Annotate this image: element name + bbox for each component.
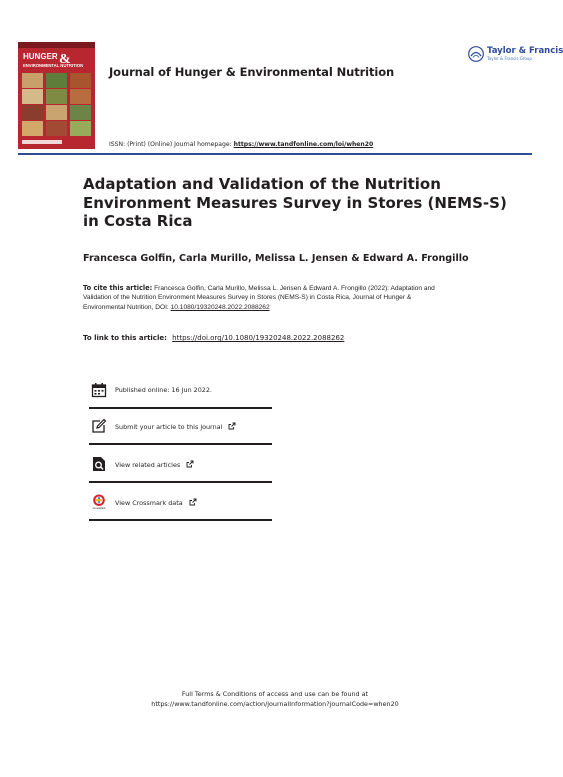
journal-cover-image: [18, 42, 95, 149]
calendar-icon: [91, 382, 107, 398]
cover-wordmark-line2: ENVIRONMENTAL NUTRITION: [23, 63, 84, 68]
external-link-icon: [228, 422, 236, 430]
cover-photo-tile: [22, 89, 43, 104]
article-link-line: [83, 334, 344, 342]
journal-title[interactable]: Journal of Hunger & Environmental Nutrition: [109, 65, 395, 79]
related-articles-row[interactable]: [89, 447, 272, 483]
publisher-tagline: Taylor & Francis Group: [487, 56, 532, 61]
cite-label: To cite this article:: [83, 284, 153, 292]
publisher-name: Taylor & Francis: [487, 46, 563, 56]
cover-ampersand: &: [59, 52, 71, 67]
cover-wordmark-line1: HUNGER: [23, 52, 58, 61]
issn-text: ISSN: (Print) (Online) Journal homepage:: [109, 141, 232, 148]
row-divider: [89, 443, 272, 445]
crossmark-caption: CrossMark: [92, 506, 106, 510]
terms-footer: [0, 690, 550, 709]
cover-photo-tile: [22, 73, 43, 88]
external-link-icon: [189, 498, 197, 506]
footer-terms-link[interactable]: https://www.tandfonline.com/action/journalInformation?journalCode=when20: [151, 699, 399, 708]
cover-photo-tile: [22, 121, 43, 136]
related-articles-text: View related articles: [115, 461, 181, 469]
cover-photo-tile: [70, 105, 91, 120]
publisher-logo[interactable]: [468, 46, 563, 62]
crossmark-icon: [91, 494, 107, 510]
article-doi-url[interactable]: https://doi.org/10.1080/19320248.2022.2088262: [172, 334, 345, 342]
published-online-label: Published online: 16 Jun 2022.: [115, 386, 212, 394]
cover-top-strip: [18, 42, 95, 48]
header-divider: [18, 153, 532, 155]
external-link-icon: [186, 460, 194, 468]
crossmark-text: View Crossmark data: [115, 499, 183, 507]
submit-article-row[interactable]: [89, 409, 272, 445]
cover-photo-tile: [46, 73, 67, 88]
submit-article-label: [115, 422, 236, 431]
article-title: Adaptation and Validation of the Nutrition Environment Measures Survey in Stores (NEMS-S) in Costa Rica: [83, 175, 507, 230]
cover-footer-strip: [22, 140, 62, 144]
footer-line-1: Full Terms & Conditions of access and use can be found at: [181, 690, 369, 698]
related-articles-icon: [91, 456, 107, 472]
cover-photo-tile: [46, 105, 67, 120]
citation-block: [83, 284, 453, 312]
link-label: To link to this article:: [83, 334, 167, 342]
cover-photo-collage: [22, 73, 91, 137]
related-articles-label: [115, 460, 194, 469]
publisher-logo-icon: [468, 46, 484, 62]
cover-photo-tile: [70, 121, 91, 136]
crossmark-label: [115, 498, 197, 507]
row-divider: [89, 519, 272, 521]
cover-photo-tile: [70, 89, 91, 104]
cover-photo-tile: [46, 121, 67, 136]
submit-article-text: Submit your article to this journal: [115, 423, 223, 431]
cite-text: Francesca Golfin, Carla Murillo, Melissa L. Jensen & Edward A. Frongillo (2022): Adaptation and Validation of the Nutrition Environment Measures Survey in Stores (NEMS-S) in Costa Rica, Journal of Hunger & Environmental Nutrition, DOI:: [83, 285, 435, 311]
row-divider: [89, 481, 272, 483]
cover-photo-tile: [70, 73, 91, 88]
doi-link[interactable]: 10.1080/19320248.2022.2088262: [170, 303, 270, 311]
issn-line: [109, 141, 373, 148]
journal-homepage-link[interactable]: https://www.tandfonline.com/loi/when20: [233, 141, 374, 148]
article-authors: Francesca Golfin, Carla Murillo, Melissa L. Jensen & Edward A. Frongillo: [83, 253, 469, 264]
published-online-row: [89, 373, 272, 409]
edit-icon: [91, 418, 107, 434]
cover-photo-tile: [22, 105, 43, 120]
crossmark-row[interactable]: [89, 485, 272, 521]
cover-wordmark: [23, 51, 90, 69]
cover-photo-tile: [46, 89, 67, 104]
